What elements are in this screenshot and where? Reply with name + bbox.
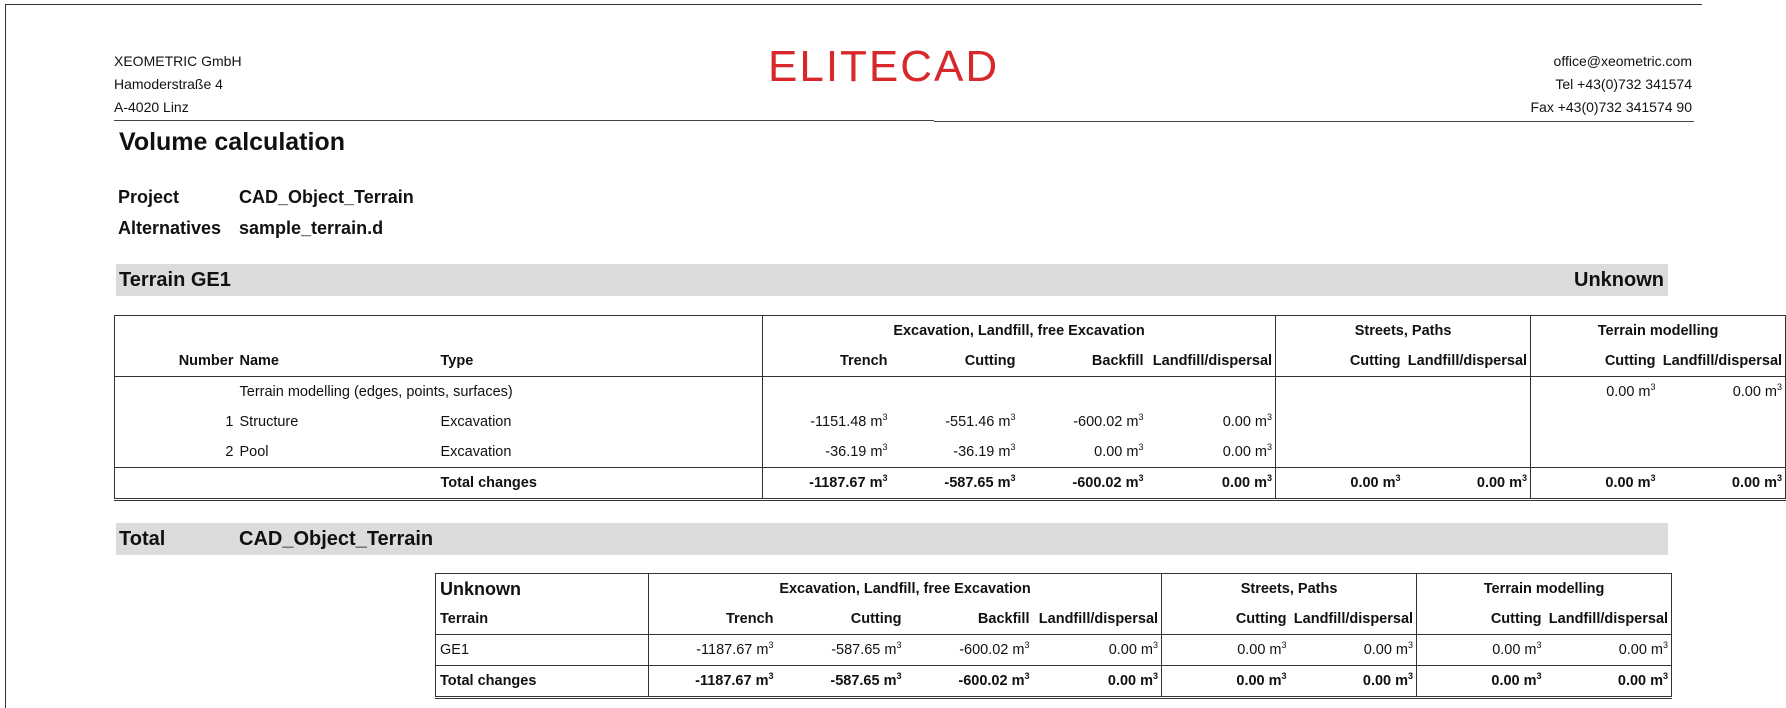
total-landfill: 0.00 $m^3$ (1033, 666, 1162, 698)
row-trench: -1187.67 $m^3$ (649, 635, 777, 666)
row-landfill: 0.00 $m^3$ (1108, 640, 1159, 658)
total-trench: -1187.67 $m^3$ (649, 666, 777, 698)
header-divider-right (934, 121, 1694, 122)
row-name: Pool (239, 444, 269, 460)
total-s-cutting: 0.00 $m^3$ (1162, 666, 1290, 698)
row-m-cutting: 0.00 $m^3$ (1417, 635, 1545, 666)
table-group-header (436, 574, 1672, 605)
terrain-status: Unknown (1574, 269, 1664, 291)
row-trench: -1151.48 $m^3$ (763, 407, 891, 437)
row-cutting: -587.65 $m^3$ (831, 640, 902, 658)
total-backfill: -600.02 $m^3$ (905, 666, 1033, 698)
total-m-cutting: 0.00 $m^3$ (1531, 468, 1659, 500)
total-label: Total changes (436, 666, 649, 698)
row-name: Terrain modelling (edges, points, surfaces) (239, 384, 513, 400)
col-landfill: Landfill/dispersal (1152, 353, 1273, 369)
total-row (115, 468, 1786, 500)
total-band-label: Total (119, 528, 166, 550)
table-column-header (115, 346, 1786, 377)
row-landfill: 0.00 $m^3$ (1222, 412, 1273, 430)
col-backfill: Backfill (1091, 353, 1144, 369)
col-trench: Trench (649, 604, 777, 635)
total-label: Total changes (438, 468, 763, 500)
col-streets-cutting: Cutting (1162, 604, 1290, 635)
total-row (436, 666, 1672, 698)
row-cutting: -551.46 $m^3$ (945, 412, 1016, 430)
col-streets-cutting: Cutting (1276, 346, 1404, 377)
col-streets-landfill: Landfill/dispersal (1293, 611, 1414, 627)
total-cutting: -587.65 $m^3$ (891, 468, 1019, 500)
total-trench: -1187.67 $m^3$ (763, 468, 891, 500)
col-streets-landfill: Landfill/dispersal (1407, 353, 1528, 369)
col-number: Number (178, 353, 234, 369)
col-terrain: Terrain (440, 611, 489, 627)
header-divider-left (114, 120, 934, 121)
group-modelling: Terrain modelling (1531, 316, 1786, 347)
row-backfill: -600.02 $m^3$ (1073, 412, 1144, 430)
elitecad-logo: ELITECAD (768, 42, 1000, 91)
col-name: Name (239, 353, 279, 369)
company-name: XEOMETRIC GmbH (114, 53, 242, 69)
group-streets: Streets, Paths (1162, 574, 1417, 605)
table-row (115, 437, 1786, 468)
row-m-cutting: 0.00 $m^3$ (1531, 377, 1659, 408)
table-group-header (115, 316, 1786, 347)
alternatives-value: sample_terrain.d (239, 218, 384, 238)
row-backfill: -600.02 $m^3$ (959, 640, 1030, 658)
total-m-landfill: 0.00 $m^3$ (1545, 666, 1672, 698)
page-title: Volume calculation (119, 128, 345, 156)
total-s-cutting: 0.00 $m^3$ (1276, 468, 1404, 500)
company-address (114, 50, 242, 119)
total-band (116, 523, 1668, 555)
total-m-cutting: 0.00 $m^3$ (1417, 666, 1545, 698)
total-cutting: -587.65 $m^3$ (777, 666, 905, 698)
row-landfill: 0.00 $m^3$ (1222, 442, 1273, 460)
col-type: Type (440, 353, 474, 369)
col-trench: Trench (763, 346, 891, 377)
row-m-landfill: 0.00 $m^3$ (1618, 640, 1669, 658)
col-backfill: Backfill (977, 611, 1030, 627)
total-s-landfill: 0.00 $m^3$ (1290, 666, 1417, 698)
project-value: CAD_Object_Terrain (239, 187, 414, 207)
col-landfill: Landfill/dispersal (1038, 611, 1159, 627)
row-name: Structure (239, 414, 299, 430)
row-s-cutting: 0.00 $m^3$ (1162, 635, 1290, 666)
contact-email[interactable]: office@xeometric.com (1553, 53, 1692, 69)
total-volume-table (435, 573, 1672, 699)
company-city: A-4020 Linz (114, 99, 189, 115)
group-streets: Streets, Paths (1276, 316, 1531, 347)
row-m-landfill: 0.00 $m^3$ (1732, 382, 1783, 400)
total-backfill: -600.02 $m^3$ (1019, 468, 1147, 500)
terrain-volume-table (114, 315, 1786, 501)
alternatives-label: Alternatives (118, 218, 222, 238)
row-number: 1 (225, 414, 234, 430)
table-row (436, 635, 1672, 666)
total-m-landfill: 0.00 $m^3$ (1659, 468, 1786, 500)
terrain-name: Terrain GE1 (119, 269, 231, 291)
row-number: 2 (225, 444, 234, 460)
terrain-band (116, 264, 1668, 296)
row-type: Excavation (440, 414, 512, 430)
project-label: Project (118, 187, 180, 207)
row-s-landfill: 0.00 $m^3$ (1363, 640, 1414, 658)
table-row (115, 377, 1786, 408)
row-terrain: GE1 (440, 642, 470, 658)
row-trench: -36.19 $m^3$ (763, 437, 891, 468)
col-cutting: Cutting (850, 611, 902, 627)
row-number (115, 377, 237, 408)
total-landfill: 0.00 $m^3$ (1147, 468, 1276, 500)
company-street: Hamoderstraße 4 (114, 76, 223, 92)
category-label: Unknown (440, 578, 521, 599)
group-excavation: Excavation, Landfill, free Excavation (763, 316, 1276, 347)
col-modelling-cutting: Cutting (1531, 346, 1659, 377)
contact-fax: Fax +43(0)732 341574 90 (1530, 99, 1692, 115)
col-modelling-landfill: Landfill/dispersal (1662, 353, 1783, 369)
total-s-landfill: 0.00 $m^3$ (1404, 468, 1531, 500)
row-type: Excavation (440, 444, 512, 460)
company-contact (1530, 50, 1692, 119)
col-cutting: Cutting (964, 353, 1016, 369)
group-excavation: Excavation, Landfill, free Excavation (649, 574, 1162, 605)
col-modelling-cutting: Cutting (1417, 604, 1545, 635)
row-backfill: 0.00 $m^3$ (1094, 442, 1144, 460)
total-band-name: CAD_Object_Terrain (239, 528, 434, 550)
col-modelling-landfill: Landfill/dispersal (1548, 611, 1669, 627)
table-row (115, 407, 1786, 437)
contact-tel: Tel +43(0)732 341574 (1555, 76, 1692, 92)
row-cutting: -36.19 $m^3$ (953, 442, 1016, 460)
group-modelling: Terrain modelling (1417, 574, 1672, 605)
table-column-header (436, 604, 1672, 635)
